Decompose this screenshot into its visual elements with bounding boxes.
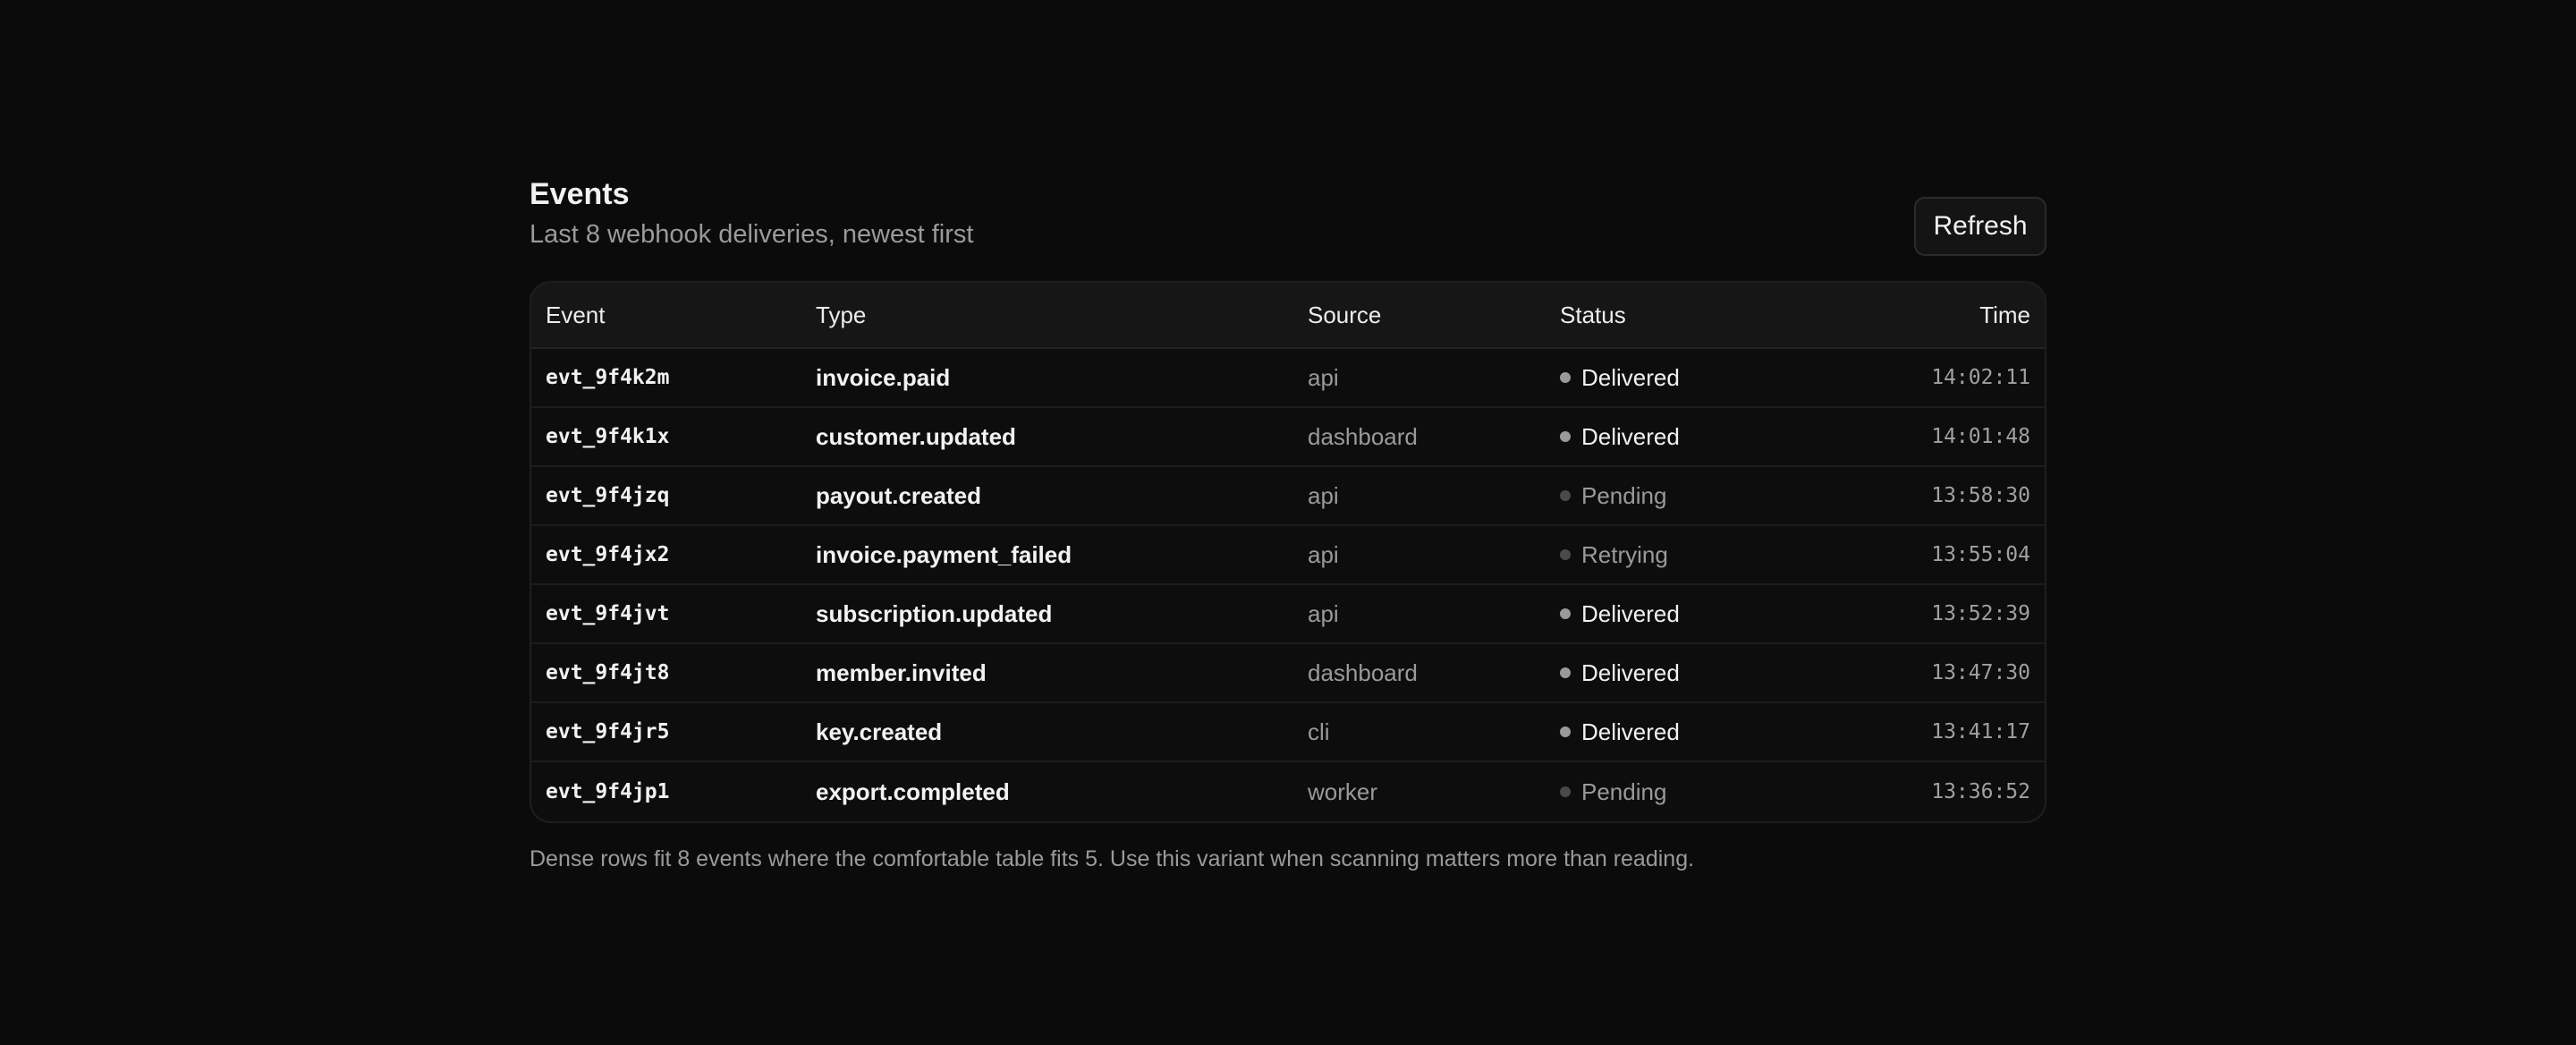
- column-header-time[interactable]: Time: [1979, 301, 2030, 328]
- event-id: evt_9f4k2m: [546, 366, 670, 389]
- event-id: evt_9f4jvt: [546, 602, 670, 625]
- event-type: payout.created: [816, 481, 981, 509]
- status-label: Pending: [1581, 481, 1667, 509]
- status-badge: [1546, 482, 1814, 510]
- table-row[interactable]: [531, 349, 2045, 408]
- event-time: 14:01:48: [1931, 425, 2030, 448]
- table-body: [531, 349, 2045, 821]
- column-header-event[interactable]: Event: [546, 301, 606, 328]
- status-dot-icon: [1560, 549, 1571, 560]
- status-badge: [1546, 600, 1814, 628]
- event-type: subscription.updated: [816, 599, 1053, 627]
- panel-header: [530, 175, 2046, 265]
- event-type: export.completed: [816, 777, 1010, 805]
- table-row[interactable]: [531, 408, 2045, 467]
- page-title: Events: [530, 177, 630, 211]
- table-row[interactable]: [531, 762, 2045, 821]
- event-id: evt_9f4jx2: [546, 543, 670, 566]
- event-time: 13:55:04: [1931, 543, 2030, 566]
- status-badge: [1546, 659, 1814, 687]
- status-badge: [1546, 778, 1814, 806]
- column-header-status[interactable]: Status: [1560, 301, 1626, 328]
- status-dot-icon: [1560, 667, 1571, 678]
- event-time: 13:36:52: [1931, 780, 2030, 803]
- footnote: Dense rows fit 8 events where the comfortable table fits 5. Use this variant when scanning matters more than reading.: [530, 846, 1695, 871]
- column-header-type[interactable]: Type: [816, 301, 867, 328]
- event-source: api: [1308, 540, 1339, 568]
- event-id: evt_9f4jt8: [546, 661, 670, 684]
- status-dot-icon: [1560, 490, 1571, 501]
- status-dot-icon: [1560, 786, 1571, 797]
- status-label: Delivered: [1581, 658, 1680, 686]
- table-row[interactable]: [531, 703, 2045, 762]
- status-label: Delivered: [1581, 599, 1680, 627]
- event-id: evt_9f4jr5: [546, 720, 670, 743]
- event-id: evt_9f4jp1: [546, 780, 670, 803]
- event-time: 14:02:11: [1931, 366, 2030, 389]
- status-dot-icon: [1560, 372, 1571, 383]
- status-label: Pending: [1581, 777, 1667, 805]
- event-source: worker: [1308, 777, 1378, 805]
- status-label: Retrying: [1581, 540, 1668, 568]
- status-badge: [1546, 364, 1814, 392]
- events-table: [530, 281, 2046, 823]
- status-badge: [1546, 423, 1814, 451]
- table-row[interactable]: [531, 467, 2045, 526]
- status-badge: [1546, 718, 1814, 746]
- table-row[interactable]: [531, 585, 2045, 644]
- table-row[interactable]: [531, 526, 2045, 585]
- event-id: evt_9f4jzq: [546, 484, 670, 507]
- event-type: member.invited: [816, 658, 987, 686]
- event-source: dashboard: [1308, 422, 1418, 450]
- status-dot-icon: [1560, 431, 1571, 442]
- event-time: 13:41:17: [1931, 720, 2030, 743]
- event-source: api: [1308, 363, 1339, 391]
- column-header-source[interactable]: Source: [1308, 301, 1382, 328]
- status-label: Delivered: [1581, 363, 1680, 391]
- event-type: key.created: [816, 718, 943, 745]
- event-time: 13:58:30: [1931, 484, 2030, 507]
- status-dot-icon: [1560, 608, 1571, 619]
- event-source: api: [1308, 481, 1339, 509]
- status-badge: [1546, 541, 1814, 569]
- event-source: cli: [1308, 718, 1330, 745]
- events-panel: [530, 175, 2046, 872]
- status-label: Delivered: [1581, 718, 1680, 745]
- event-source: dashboard: [1308, 658, 1418, 686]
- status-label: Delivered: [1581, 422, 1680, 450]
- table-header: [531, 283, 2045, 349]
- table-row[interactable]: [531, 644, 2045, 703]
- event-time: 13:47:30: [1931, 661, 2030, 684]
- event-type: invoice.paid: [816, 363, 951, 391]
- event-type: customer.updated: [816, 422, 1016, 450]
- event-id: evt_9f4k1x: [546, 425, 670, 448]
- event-type: invoice.payment_failed: [816, 540, 1072, 568]
- refresh-button[interactable]: Refresh: [1914, 197, 2046, 256]
- page-subtitle: Last 8 webhook deliveries, newest first: [530, 220, 974, 249]
- event-source: api: [1308, 599, 1339, 627]
- event-time: 13:52:39: [1931, 602, 2030, 625]
- status-dot-icon: [1560, 726, 1571, 737]
